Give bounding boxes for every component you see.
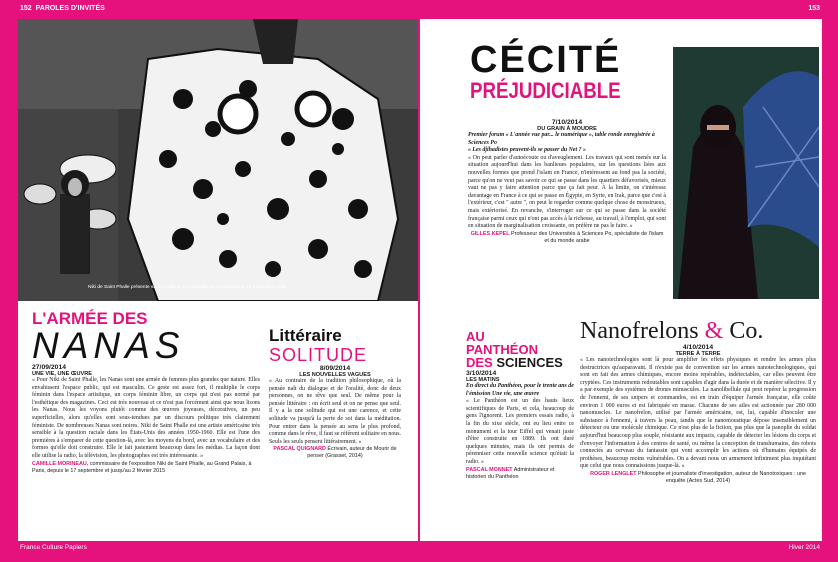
nanas-title-line2: NANAS (32, 325, 185, 366)
right-page (420, 19, 822, 541)
pantheon-article (466, 330, 574, 481)
nanofrelons-date: 4/10/2014 (682, 344, 714, 351)
nanas-subtitle: UNE VIE, UNE ŒUVRE (32, 371, 92, 377)
solitude-article (269, 327, 401, 460)
niki-photo (18, 19, 418, 301)
veiled-woman-umbrella-image (673, 47, 819, 299)
pantheon-signature: PASCAL MONNET Administrateur et historien du Panthéon (466, 466, 555, 480)
pantheon-body: « Le Panthéon est un des hauts lieux scientifiques de Paris, et cela, beaucoup de gens l'ignorent. Les premiers essais radio, à la fin du xixe siècle, ont eu lieu entre ce monument et la tour Eiffel qui venait juste d'être construite en 1889. Ils ont duré quelques minutes, mais ils ont permis de pérenniser cette nouvelle science qu'était la radio. » (466, 398, 574, 465)
cecite-date: 7/10/2014 (551, 119, 583, 126)
cecite-title-line2: PRÉJUDICIABLE (470, 78, 621, 103)
cecite-body: « On peut parler d'autoécoute ou d'aveuglement. Les travaux qui sont menés sur la situation aujourd'hui dans les banlieues populaires, sur les questions liées aux nouvelles formes que prend l'islam en France, n'intéressent au fond pas la société, parce qu'on ne veut pas savoir ce qui se passe dans les quartiers défavorisés, mieux vaut ne pas y faire attention parce que ça fait peur. À la limite, on s'intéresse davantage en France à ce qui se passe en Égypte, en Syrie, en Irak, parce que c'est à l'extérieur, c'est " autre ", on peut le regarder comme quelque chose de monstrueux, mais extériorisé. En revanche, s'interroger sur ce qui se passe dans la société française parmi ceux qui n'ont pas accès à la richesse, au travail, à l'emploi, qui sont en situation de marginalisation croissante, on préfère ne pas le faire. » (468, 154, 666, 230)
big-lady-sculpture-image (18, 19, 418, 301)
cecite-subtitle: DU GRAIN À MOUDRE (537, 126, 597, 132)
footer-right: Hiver 2014 (788, 544, 820, 551)
nanas-article (32, 310, 262, 475)
nanas-date: 27/09/2014 (32, 364, 67, 371)
pantheon-intro: En direct du Panthéon, pour le trente ans de l'émission Une vie, une œuvre (466, 383, 574, 397)
solitude-title-line1: Littéraire (269, 326, 342, 345)
cecite-title-line1: CÉCITÉ (470, 39, 622, 81)
pantheon-title-line2: PANTHÉON (466, 342, 538, 357)
solitude-body: « Au contraire de la tradition philosophique, où la pensée naît du dialogue et de l'oralité, donc de deux personnes, on ne rêve que seul. De même pour la pensée littéraire : on écrit seul et on ne pense que seul. Il y a la une solitude qui est une carence, et cette solitude va jusqu'à la perte de soi dans la méditation. Pour entrer dans la pensée au sens le plus profond, comme dans le rêve, il faut se référent solitaire en nous. Seuls les seuls pensent littérairement. » (269, 378, 401, 445)
nanofrelons-title: Nanofrelons & Co. (580, 318, 764, 344)
pantheon-date: 3/10/2014 (466, 370, 497, 377)
solitude-signature: PASCAL QUIGNARD Écrivain, auteur de Mourir de penser (Grasset, 2014) (273, 446, 397, 460)
nanas-body: « Pour Niki de Saint Phalle, les Nanas sont une armée de femmes plus grandes que nature. Elles envahissent l'espace public, qui est masculin. Ce geste est assez fort, il multiplie le corps féminin dans l'espace artistique, un corps féminin libre, un corps qui n'est pas normé par l'esthétique des magazines. Ceci est très nouveau et ce n'est pas forcément ainsi que nous lisons les Nanas. Nous les voyons plutôt comme des œuvres joyeuses, décoratives, un peu superficielles, alors qu'elles sont sous-tendues par un discours politique très clairement féministe. De nombreuses Nanas sont noires. Niki de Saint Phalle est une artiste américaine très sensible à la question raciale dans les États-Unis des années 1950-1960. Elle est l'une des premières à s'emparer de cette question-là, avec les moyens du bord, avec un vocabulaire et des formes qu'elle doit construire. Elle le fait justement beaucoup dans les médias. La façon dont elle utilise la radio, la télévision, les photographes est très intéressante. » (32, 377, 260, 459)
pantheon-subtitle: LES MATINS (466, 377, 500, 383)
left-page (18, 19, 418, 541)
section-title: PAROLES D'INVITÉS (35, 5, 105, 12)
nanas-signature: CAMILLE MORINEAU, commissaire de l'exposition Niki de Saint Phalle, au Grand Palais, à Paris, depuis le 17 septembre et jusqu'au 2 février 2015 (32, 460, 252, 474)
veiled-woman-photo (673, 47, 819, 299)
solitude-date: 8/09/2014 (319, 365, 351, 372)
nanofrelons-subtitle: TERRE À TERRE (675, 351, 721, 357)
pantheon-title-line3: DES SCIENCES (466, 355, 563, 370)
nanofrelons-article (580, 318, 816, 485)
nanofrelons-body: « Les nanotechnologies sont là pour amplifier les effets physiques et rendre les armes plus destructrices qu'auparavant. Il n'existe pas de convention sur les armes nanotechnologiques, qui sont en fait des armes chimiques, encore moins repérables, indétectables, car elles peuvent être cryptées. Ces instruments redoutables sont capables d'agir dans la durée et de manière sélective. Il y a par exemple des systèmes de drones minuscules. La nanolibellule qui peut repérer la progression de l'ennemi, de ses snipers et commandos, est en train d'équiper l'armée française, elle coûte environ 1 000 euros et est fabriquée en masse. Chacune de ses ailes est actionnée par 280 000 nanomuscles. Le nanofrelon, utilisé par l'armée américaine, est, lui, capable d'inoculer une substance à l'ennemi, à travers la peau, tandis que le nanomoustique dépose insensiblement un détecteur ou une molécule chimique. Ce n'est plus de la fiction, pas plus que la panoplie du soldat aujourd'hui beaucoup plus souple, résistante aux impacts, capable de détecter les lésions du corps et d'envoyer l'information à des centres de santé, ou même la conception de transhumains, des robots connectés au cerveau du fantassin qui vont accomplir les actions où d'humains équipés de prothèses, beaucoup moins vulnérables. On a devant nous un armement infiniment plus inquiétant que celui que nous connaissions jusque-là. » (580, 357, 816, 470)
solitude-title-line2: SOLITUDE (269, 345, 368, 365)
photo-caption: Niki de Saint Phalle présente sa Big Lady à la Kunsthalle de Düsseldorf le 18 novembre 1968 (88, 285, 287, 290)
footer-left: France Culture Papiers (20, 544, 87, 551)
cecite-title-block (470, 41, 630, 103)
page-number-left: 152 PAROLES D'INVITÉS (20, 5, 105, 12)
cecite-intro1: Premier forum « L'année vue par... le numérique », table ronde enregistrée à Sciences Po (468, 132, 655, 146)
cecite-intro2: « Les djihadistes peuvent-ils se passer du Net ? » (468, 147, 586, 154)
cecite-article (468, 119, 666, 245)
nanofrelons-signature: ROGER LENGLET Philosophe et journaliste d'investigation, auteur de Nanotoxiques : une enquête (Actes Sud, 2014) (590, 470, 806, 484)
solitude-subtitle: LES NOUVELLES VAGUES (299, 372, 371, 378)
nanas-title-line1: L'ARMÉE DES (32, 309, 148, 328)
page-number-right: 153 (808, 5, 820, 12)
pantheon-title-line1: AU (466, 329, 485, 344)
cecite-signature: GILLES KEPEL Professeur des Universités à Sciences Po, spécialiste de l'islam et du monde arabe (470, 230, 664, 244)
